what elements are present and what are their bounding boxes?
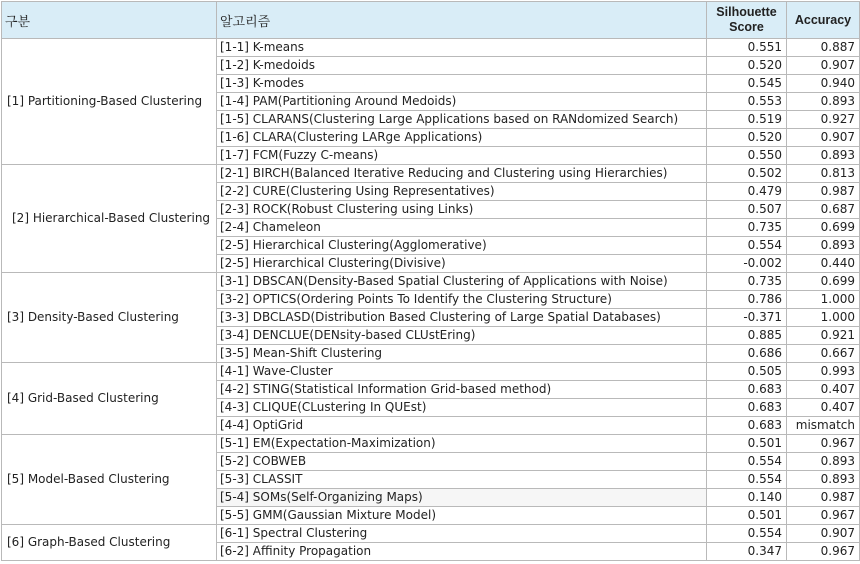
group-label: [4] Grid-Based Clustering bbox=[2, 363, 217, 435]
silhouette-cell: 0.550 bbox=[707, 147, 787, 165]
accuracy-cell: 0.687 bbox=[787, 201, 860, 219]
silhouette-cell: 0.735 bbox=[707, 273, 787, 291]
algorithm-cell: [4-3] CLIQUE(CLustering In QUEst) bbox=[217, 399, 707, 417]
silhouette-cell: 0.551 bbox=[707, 39, 787, 57]
silhouette-cell: 0.545 bbox=[707, 75, 787, 93]
algorithm-cell: [4-2] STING(Statistical Information Grid-based method) bbox=[217, 381, 707, 399]
silhouette-cell: 0.505 bbox=[707, 363, 787, 381]
algorithm-cell: [5-5] GMM(Gaussian Mixture Model) bbox=[217, 507, 707, 525]
silhouette-cell: 0.520 bbox=[707, 129, 787, 147]
silhouette-cell: 0.683 bbox=[707, 399, 787, 417]
accuracy-cell: 0.927 bbox=[787, 111, 860, 129]
accuracy-cell: 0.967 bbox=[787, 435, 860, 453]
algorithm-cell: [1-3] K-modes bbox=[217, 75, 707, 93]
results-table bbox=[1, 1, 860, 561]
table-body bbox=[2, 39, 860, 561]
header-group: 구분 bbox=[2, 2, 217, 39]
accuracy-cell: mismatch bbox=[787, 417, 860, 435]
silhouette-cell: 0.553 bbox=[707, 93, 787, 111]
algorithm-cell: [4-4] OptiGrid bbox=[217, 417, 707, 435]
accuracy-cell: 0.813 bbox=[787, 165, 860, 183]
silhouette-cell: 0.347 bbox=[707, 543, 787, 561]
silhouette-cell: 0.554 bbox=[707, 471, 787, 489]
algorithm-cell: [4-1] Wave-Cluster bbox=[217, 363, 707, 381]
algorithm-cell: [5-2] COBWEB bbox=[217, 453, 707, 471]
accuracy-cell: 0.907 bbox=[787, 57, 860, 75]
header-algorithm: 알고리즘 bbox=[217, 2, 707, 39]
table-header bbox=[2, 2, 860, 39]
header-accuracy: Accuracy bbox=[787, 2, 860, 39]
silhouette-cell: 0.786 bbox=[707, 291, 787, 309]
algorithm-cell: [2-4] Chameleon bbox=[217, 219, 707, 237]
silhouette-cell: 0.519 bbox=[707, 111, 787, 129]
group-label: [1] Partitioning-Based Clustering bbox=[2, 39, 217, 165]
accuracy-cell: 0.940 bbox=[787, 75, 860, 93]
algorithm-cell: [1-2] K-medoids bbox=[217, 57, 707, 75]
algorithm-cell: [2-5] Hierarchical Clustering(Divisive) bbox=[217, 255, 707, 273]
algorithm-cell: [1-1] K-means bbox=[217, 39, 707, 57]
accuracy-cell: 0.893 bbox=[787, 237, 860, 255]
header-row bbox=[2, 2, 860, 39]
accuracy-cell: 0.699 bbox=[787, 273, 860, 291]
silhouette-cell: 0.735 bbox=[707, 219, 787, 237]
algorithm-cell: [5-1] EM(Expectation-Maximization) bbox=[217, 435, 707, 453]
group-label: [3] Density-Based Clustering bbox=[2, 273, 217, 363]
group-label: [2] Hierarchical-Based Clustering bbox=[2, 165, 217, 273]
algorithm-cell: [5-3] CLASSIT bbox=[217, 471, 707, 489]
accuracy-cell: 0.893 bbox=[787, 471, 860, 489]
table-row bbox=[2, 435, 860, 453]
header-silhouette-line2: Score bbox=[729, 20, 764, 34]
accuracy-cell: 0.893 bbox=[787, 93, 860, 111]
silhouette-cell: 0.140 bbox=[707, 489, 787, 507]
algorithm-cell: [3-4] DENCLUE(DENsity-based CLUstEring) bbox=[217, 327, 707, 345]
silhouette-cell: 0.686 bbox=[707, 345, 787, 363]
group-label: [6] Graph-Based Clustering bbox=[2, 525, 217, 561]
algorithm-cell: [3-3] DBCLASD(Distribution Based Clustering of Large Spatial Databases) bbox=[217, 309, 707, 327]
silhouette-cell: 0.554 bbox=[707, 525, 787, 543]
accuracy-cell: 1.000 bbox=[787, 309, 860, 327]
silhouette-cell: -0.371 bbox=[707, 309, 787, 327]
algorithm-cell: [1-5] CLARANS(Clustering Large Applications based on RANdomized Search) bbox=[217, 111, 707, 129]
algorithm-cell: [6-1] Spectral Clustering bbox=[217, 525, 707, 543]
silhouette-cell: -0.002 bbox=[707, 255, 787, 273]
accuracy-cell: 0.699 bbox=[787, 219, 860, 237]
algorithm-cell: [6-2] Affinity Propagation bbox=[217, 543, 707, 561]
silhouette-cell: 0.683 bbox=[707, 417, 787, 435]
accuracy-cell: 0.993 bbox=[787, 363, 860, 381]
algorithm-cell: [2-5] Hierarchical Clustering(Agglomerative) bbox=[217, 237, 707, 255]
algorithm-cell: [1-6] CLARA(Clustering LARge Applications) bbox=[217, 129, 707, 147]
algorithm-cell: [3-5] Mean-Shift Clustering bbox=[217, 345, 707, 363]
silhouette-cell: 0.885 bbox=[707, 327, 787, 345]
silhouette-cell: 0.507 bbox=[707, 201, 787, 219]
algorithm-cell: [2-2] CURE(Clustering Using Representatives) bbox=[217, 183, 707, 201]
silhouette-cell: 0.501 bbox=[707, 507, 787, 525]
accuracy-cell: 0.893 bbox=[787, 453, 860, 471]
accuracy-cell: 0.907 bbox=[787, 129, 860, 147]
silhouette-cell: 0.502 bbox=[707, 165, 787, 183]
accuracy-cell: 0.407 bbox=[787, 399, 860, 417]
accuracy-cell: 1.000 bbox=[787, 291, 860, 309]
table-row bbox=[2, 39, 860, 57]
accuracy-cell: 0.893 bbox=[787, 147, 860, 165]
table-row bbox=[2, 273, 860, 291]
silhouette-cell: 0.554 bbox=[707, 237, 787, 255]
algorithm-cell: [1-4] PAM(Partitioning Around Medoids) bbox=[217, 93, 707, 111]
accuracy-cell: 0.967 bbox=[787, 507, 860, 525]
algorithm-cell: [3-1] DBSCAN(Density-Based Spatial Clustering of Applications with Noise) bbox=[217, 273, 707, 291]
accuracy-cell: 0.907 bbox=[787, 525, 860, 543]
silhouette-cell: 0.554 bbox=[707, 453, 787, 471]
accuracy-cell: 0.921 bbox=[787, 327, 860, 345]
table-row bbox=[2, 363, 860, 381]
accuracy-cell: 0.887 bbox=[787, 39, 860, 57]
silhouette-cell: 0.501 bbox=[707, 435, 787, 453]
accuracy-cell: 0.967 bbox=[787, 543, 860, 561]
header-silhouette-line1: Silhouette bbox=[716, 5, 777, 19]
accuracy-cell: 0.407 bbox=[787, 381, 860, 399]
group-label: [5] Model-Based Clustering bbox=[2, 435, 217, 525]
algorithm-cell: [5-4] SOMs(Self-Organizing Maps) bbox=[217, 489, 707, 507]
algorithm-cell: [2-3] ROCK(Robust Clustering using Links) bbox=[217, 201, 707, 219]
silhouette-cell: 0.683 bbox=[707, 381, 787, 399]
accuracy-cell: 0.440 bbox=[787, 255, 860, 273]
accuracy-cell: 0.667 bbox=[787, 345, 860, 363]
table-row bbox=[2, 165, 860, 183]
algorithm-cell: [2-1] BIRCH(Balanced Iterative Reducing and Clustering using Hierarchies) bbox=[217, 165, 707, 183]
header-silhouette bbox=[707, 2, 787, 39]
algorithm-cell: [1-7] FCM(Fuzzy C-means) bbox=[217, 147, 707, 165]
accuracy-cell: 0.987 bbox=[787, 183, 860, 201]
silhouette-cell: 0.479 bbox=[707, 183, 787, 201]
accuracy-cell: 0.987 bbox=[787, 489, 860, 507]
table-row bbox=[2, 525, 860, 543]
silhouette-cell: 0.520 bbox=[707, 57, 787, 75]
algorithm-cell: [3-2] OPTICS(Ordering Points To Identify the Clustering Structure) bbox=[217, 291, 707, 309]
